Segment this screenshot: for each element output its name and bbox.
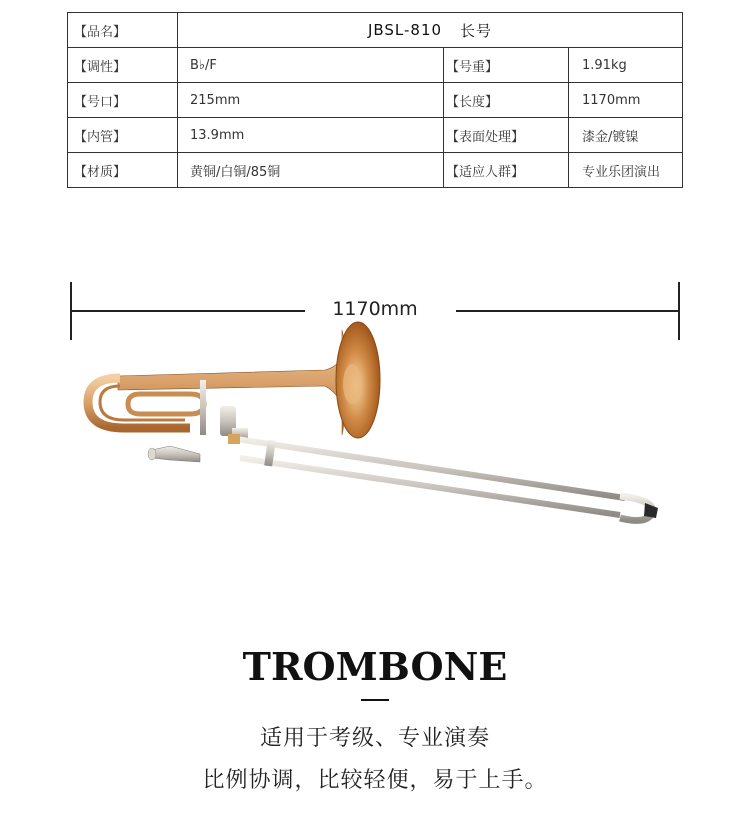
tagline-line-1: 适用于考级、专业演奏 <box>259 726 490 751</box>
spec-table <box>67 12 683 188</box>
bell-highlight <box>343 364 361 404</box>
brace <box>200 380 206 435</box>
spec-label: 【材质】 <box>68 153 178 188</box>
spec-value: 13.9mm <box>178 118 444 152</box>
product-model: JBSL-810 <box>367 21 443 39</box>
spec-row <box>68 48 682 83</box>
spec-label: 【长度】 <box>444 83 569 117</box>
spec-row <box>68 118 682 153</box>
product-name-label: 【品名】 <box>68 13 178 47</box>
spec-value: 专业乐团演出 <box>582 165 661 180</box>
mouthpiece <box>152 446 200 462</box>
spec-label: 【号口】 <box>68 83 178 117</box>
spec-row <box>68 83 682 118</box>
dimension-label: 1170mm <box>332 298 418 320</box>
headline: TROMBONE <box>242 644 508 689</box>
f-attachment-loop <box>128 394 204 414</box>
spec-label: 【表面处理】 <box>444 118 569 152</box>
spec-value: 1170mm <box>582 92 641 108</box>
spec-label: 【内管】 <box>68 118 178 152</box>
divider <box>361 699 389 701</box>
spec-value: B♭/F <box>178 48 444 82</box>
product-name: 长号 <box>460 21 493 40</box>
spec-label: 【适应人群】 <box>444 153 569 188</box>
spec-row <box>68 153 682 188</box>
tagline-line-2: 比例协调，比较轻便，易于上手。 <box>202 768 548 793</box>
mouthpiece-cup <box>148 448 156 460</box>
spec-label: 【调性】 <box>68 48 178 82</box>
spec-title-row <box>68 13 682 48</box>
product-title <box>178 13 682 47</box>
spec-value: 漆金/镀镍 <box>582 129 639 145</box>
slide-ring <box>228 434 240 444</box>
spec-value: 1.91kg <box>582 57 627 73</box>
spec-value: 215mm <box>178 83 444 117</box>
trombone-icon <box>80 320 680 540</box>
spec-value: 黄铜/白铜/85铜 <box>178 153 444 188</box>
spec-label: 【号重】 <box>444 48 569 82</box>
